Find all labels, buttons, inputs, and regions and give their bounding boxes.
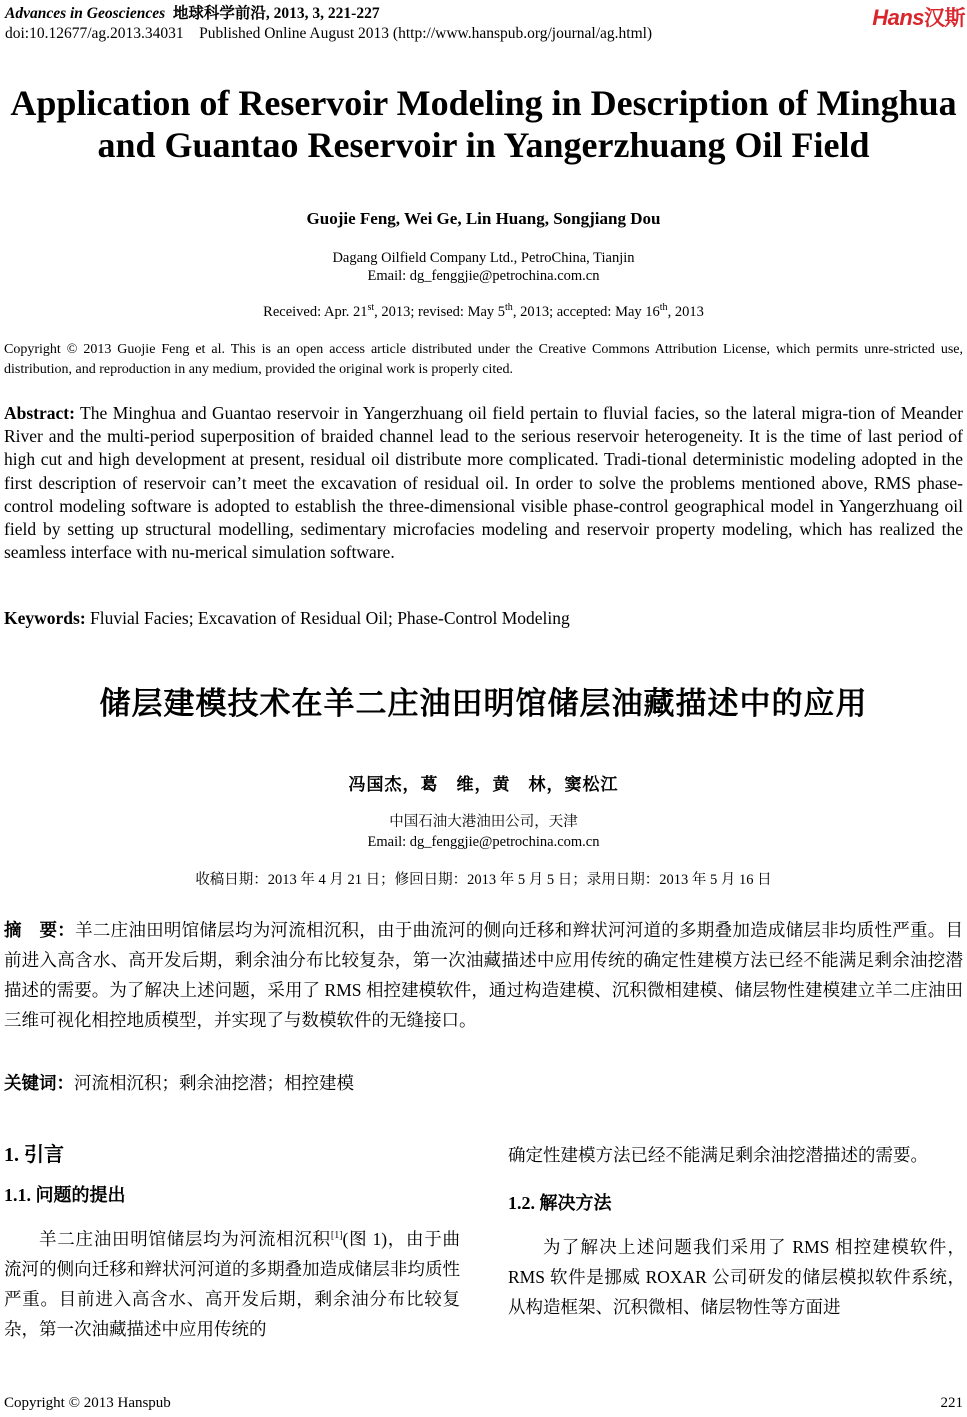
revised-date: , 2013; revised: May 5 [374,304,506,320]
logo-text: Hans [872,5,924,30]
journal-name-cn: 地球科学前沿 [172,5,266,22]
volume-info: , 2013, 3, 221-227 [265,5,380,22]
doi-line: doi:10.12677/ag.2013.34031 Published Online August 2013 (http://www.hanspub.org/journal/ag.html) [5,25,653,42]
subsection-heading: 1.1. 问题的提出 [4,1185,126,1205]
cn-keywords-text: 河流相沉积；剩余油挖潜；相控建模 [74,1073,354,1093]
journal-header [5,4,380,24]
body-paragraph-2: 为了解决上述问题我们采用了 RMS 相控建模软件，RMS 软件是挪威 ROXAR 公司研发的储层模拟软件系统，从构造框架、沉积微相、储层物性等方面进 [508,1237,965,1317]
cn-author-list: 冯国杰，葛 维，黄 林，窦松江 [348,775,619,794]
section-heading: 1. 引言 [4,1144,64,1166]
cn-paper-title: 储层建模技术在羊二庄油田明馆储层油藏描述中的应用 [99,686,868,722]
right-column [508,1140,965,1322]
keywords [4,608,963,629]
affiliation: Dagang Oilfield Company Ltd., PetroChina, Tianjin [332,250,635,266]
hans-logo [872,2,965,32]
body-paragraph [4,1224,460,1344]
accepted-date: , 2013; accepted: May 16 [512,304,660,320]
cn-affiliation: 中国石油大港油田公司，天津 [389,814,578,830]
cn-abstract [4,915,963,1035]
cn-keywords [4,1070,963,1095]
cn-email: Email: dg_fenggjie@petrochina.com.cn [367,834,600,850]
received-sup: st [367,302,375,314]
cn-abstract-label: 摘 要： [4,920,76,940]
keywords-text: Fluvial Facies; Excavation of Residual Oil; Phase-Control Modeling [85,608,570,628]
email: Email: dg_fenggjie@petrochina.com.cn [367,268,600,284]
title-line-1: Application of Reservoir Modeling in Description of Minghua [10,83,957,123]
footer-copyright: Copyright © 2013 Hanspub [4,1395,171,1411]
logo-text-cn: 汉斯 [924,7,965,30]
para-text: 羊二庄油田明馆储层均为河流相沉积 [39,1229,331,1249]
journal-name: Advances in Geosciences [5,5,166,22]
left-column [4,1140,460,1344]
received-date: Received: Apr. 21 [263,304,368,320]
title-line-2: and Guantao Reservoir in Yangerzhuang Oil Field [97,125,870,165]
page-number: 221 [940,1395,963,1411]
article-dates [0,303,967,321]
cn-abstract-text: 羊二庄油田明馆储层均为河流相沉积，由于曲流河的侧向迁移和辫状河河道的多期叠加造成储层非均质性严重。目前进入高含水、高开发后期，剩余油分布比较复杂，第一次油藏描述中应用传统的确定性建模方法已经不能满足剩余油挖潜描述的需要。为了解决上述问题，采用了 RMS 相控建模软件，通过构造建模、沉积微相建模、储层物性建模建立羊二庄油田三维可视化相控地质模型，并实现了与数模软件的无缝接口。 [4,920,964,1030]
abstract-label: Abstract: [4,403,75,423]
paper-title [0,82,967,166]
keywords-label: Keywords: [4,608,86,628]
accepted-sup: th [659,302,668,314]
copyright-notice: Copyright © 2013 Guojie Feng et al. This is an open access article distributed under the Creative Commons Attribution License, which permits unre-stricted use, distribution, and reproduction in any medium, provided the original work is properly cited. [4,342,963,377]
abstract-text: The Minghua and Guantao reservoir in Yangerzhuang oil field pertain to fluvial facies, so the lateral migra-tion of Meander River and the multi-period superposition of braided channel lead to the serious reservoir heterogeneity. It is the time of last period of high cut and high development at present, residual oil distribute more complicated. Tradi-tional deterministic modeling adopted in the first description of reservoir can’t meet the excavation of residual oil. In order to solve the problems mentioned above, RMS phase-control modeling software is adopted to establish the three-dimensional visible phase-control geographical model in Yangerzhuang oil field by setting up structural modelling, sedimentary microfacies modeling and reservoir property modeling, which has realized the seamless interface with nu-merical simulation software. [4,403,963,563]
cn-article-dates: 收稿日期：2013 年 4 月 21 日；修回日期：2013 年 5 月 5 日；录用日期：2013 年 5 月 16 日 [195,872,772,888]
cn-keywords-label: 关键词： [4,1073,74,1093]
author-list: Guojie Feng, Wei Ge, Lin Huang, Songjiang Dou [306,209,661,228]
abstract [4,402,963,564]
revised-sup: th [505,302,513,314]
body-paragraph-cont: 确定性建模方法已经不能满足剩余油挖潜描述的需要。 [508,1145,928,1165]
dates-end: , 2013 [667,304,704,320]
para-text-cont: (图 1)，由于曲流河的侧向迁移和辫状河河道的多期叠加造成储层非均质性严重。目前进入高含水、高开发后期，剩余油分布比较复杂，第一次油藏描述中应用传统的 [4,1229,460,1339]
citation-ref[interactable]: [1] [330,1230,343,1242]
subsection-heading-2: 1.2. 解决方法 [508,1193,612,1213]
